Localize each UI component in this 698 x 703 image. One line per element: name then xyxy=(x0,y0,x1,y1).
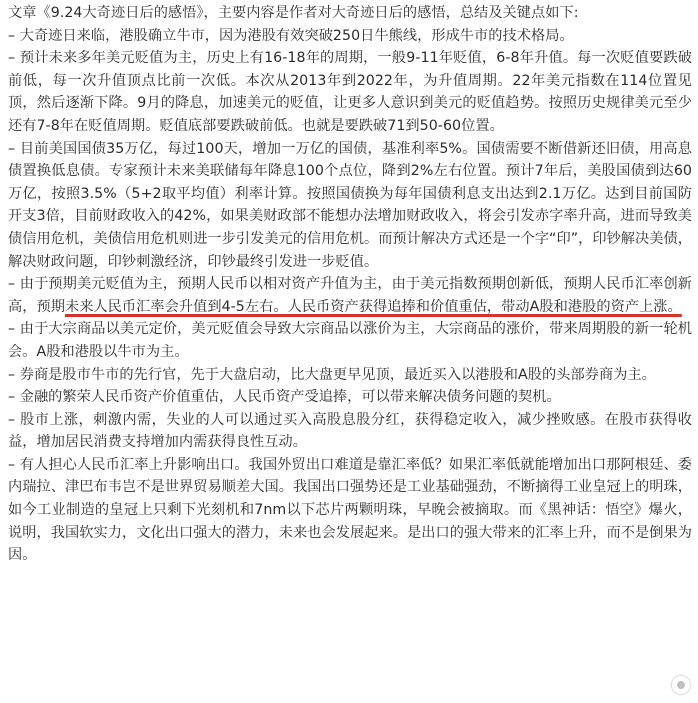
key-point-7: – 金融的繁荣人民币资产价值重估，人民币资产受追捧，可以带来解决债务问题的契机。 xyxy=(8,389,561,406)
key-point-6: – 券商是股市牛市的先行官，先于大盘启动，比大盘更早见顶，最近买入以港股和A股的头部券商为主。 xyxy=(8,366,656,383)
key-point-5: – 由于大宗商品以美元定价，美元贬值会导致大宗商品以涨价为主，大宗商品的涨价，带来周期股的新一轮机会。A股和港股以牛市为主。 xyxy=(8,321,692,360)
key-point-4 xyxy=(8,273,692,318)
key-point-1: – 大奇迹日来临，港股确立牛市，因为港股有效突破250日牛熊线，形成牛市的技术格局。 xyxy=(8,27,574,44)
key-point-8: – 股市上涨，刺激内需，失业的人可以通过买入高股息股分红，获得稳定收入，减少挫败感。在股市获得收益，增加居民消费支持增加内需获得良性互动。 xyxy=(8,411,692,451)
key-point-9: – 有人担心人民币汇率上升影响出口。我国外贸出口难道是靠汇率低？如果汇率低就能增加出口那阿根廷、委内瑞拉、津巴布韦岂不是世界贸易顺差大国。我国出口强势还是工业基础强劲，不断摘得工业皇冠上的明珠，如今工业制造的皇冠上只剩下光刻机和7nm以下芯片两颗明珠，早晚会被摘取。而《黑神话：悟空》爆火，说明，我国软实力，文化出口强大的潜力，未来也会发展起来。是出口的强大带来的汇率上升，而不是倒果为因。 xyxy=(8,456,692,564)
highlighted-sentence: 未来人民币汇率会升值到4-5左右。人民币资产获得追捧和价值重估，带动A股和港股的资产上涨。 xyxy=(64,298,682,315)
key-point-4-text: – 由于预期美元贬值为主，预期人民币以相对资产升值为主，由于美元指数预期创新低，预期人民币汇率创新高，预期 xyxy=(8,276,692,315)
key-point-2: – 预计未来多年美元贬值为主，历史上有16-18年的周期，一般9-11年贬值，6-8年升值。每一次贬值要跌破前低，每一次升值顶点比前一次低。本次从2013年到2022年，为升值周期。22年美元指数在114位置见顶，然后逐渐下降。9月的降息，加速美元的贬值，让更多人意识到美元的贬值趋势。按照历史规律美元至少还有7-8年在贬值周期。贬值底部要跌破前低。也就是要跌破71到50-60位置。 xyxy=(8,50,692,134)
article-body xyxy=(8,2,692,567)
watermark-logo-icon xyxy=(672,676,690,694)
key-point-3: – 目前美国国债35万亿，每过100天，增加一万亿的国债，基准利率5%。国债需要不断借新还旧债，用高息债置换低息债。专家预计未来美联储每年降息100个点位，降到2%左右位置。预计7年后，美股国债到达60万亿，按照3.5%（5+2取平均值）利率计算。按照国债换为每年国债利息支出达到2.1万亿。达到目前国防开支3倍，目前财政收入的42%，如果美财政部不能想办法增加财政收入，将会引发赤字率升高，进而导致美债信用危机，美债信用危机则进一步引发美元的信用危机。而预计解决方式还是一个字“印”，印钞解决美债，解决财政问题，印钞刺激经济，印钞最终引发进一步贬值。 xyxy=(8,140,692,270)
watermark xyxy=(672,675,690,695)
article-intro: 文章《9.24大奇迹日后的感悟》，主要内容是作者对大奇迹日后的感悟，总结及关键点如下: xyxy=(8,5,579,21)
